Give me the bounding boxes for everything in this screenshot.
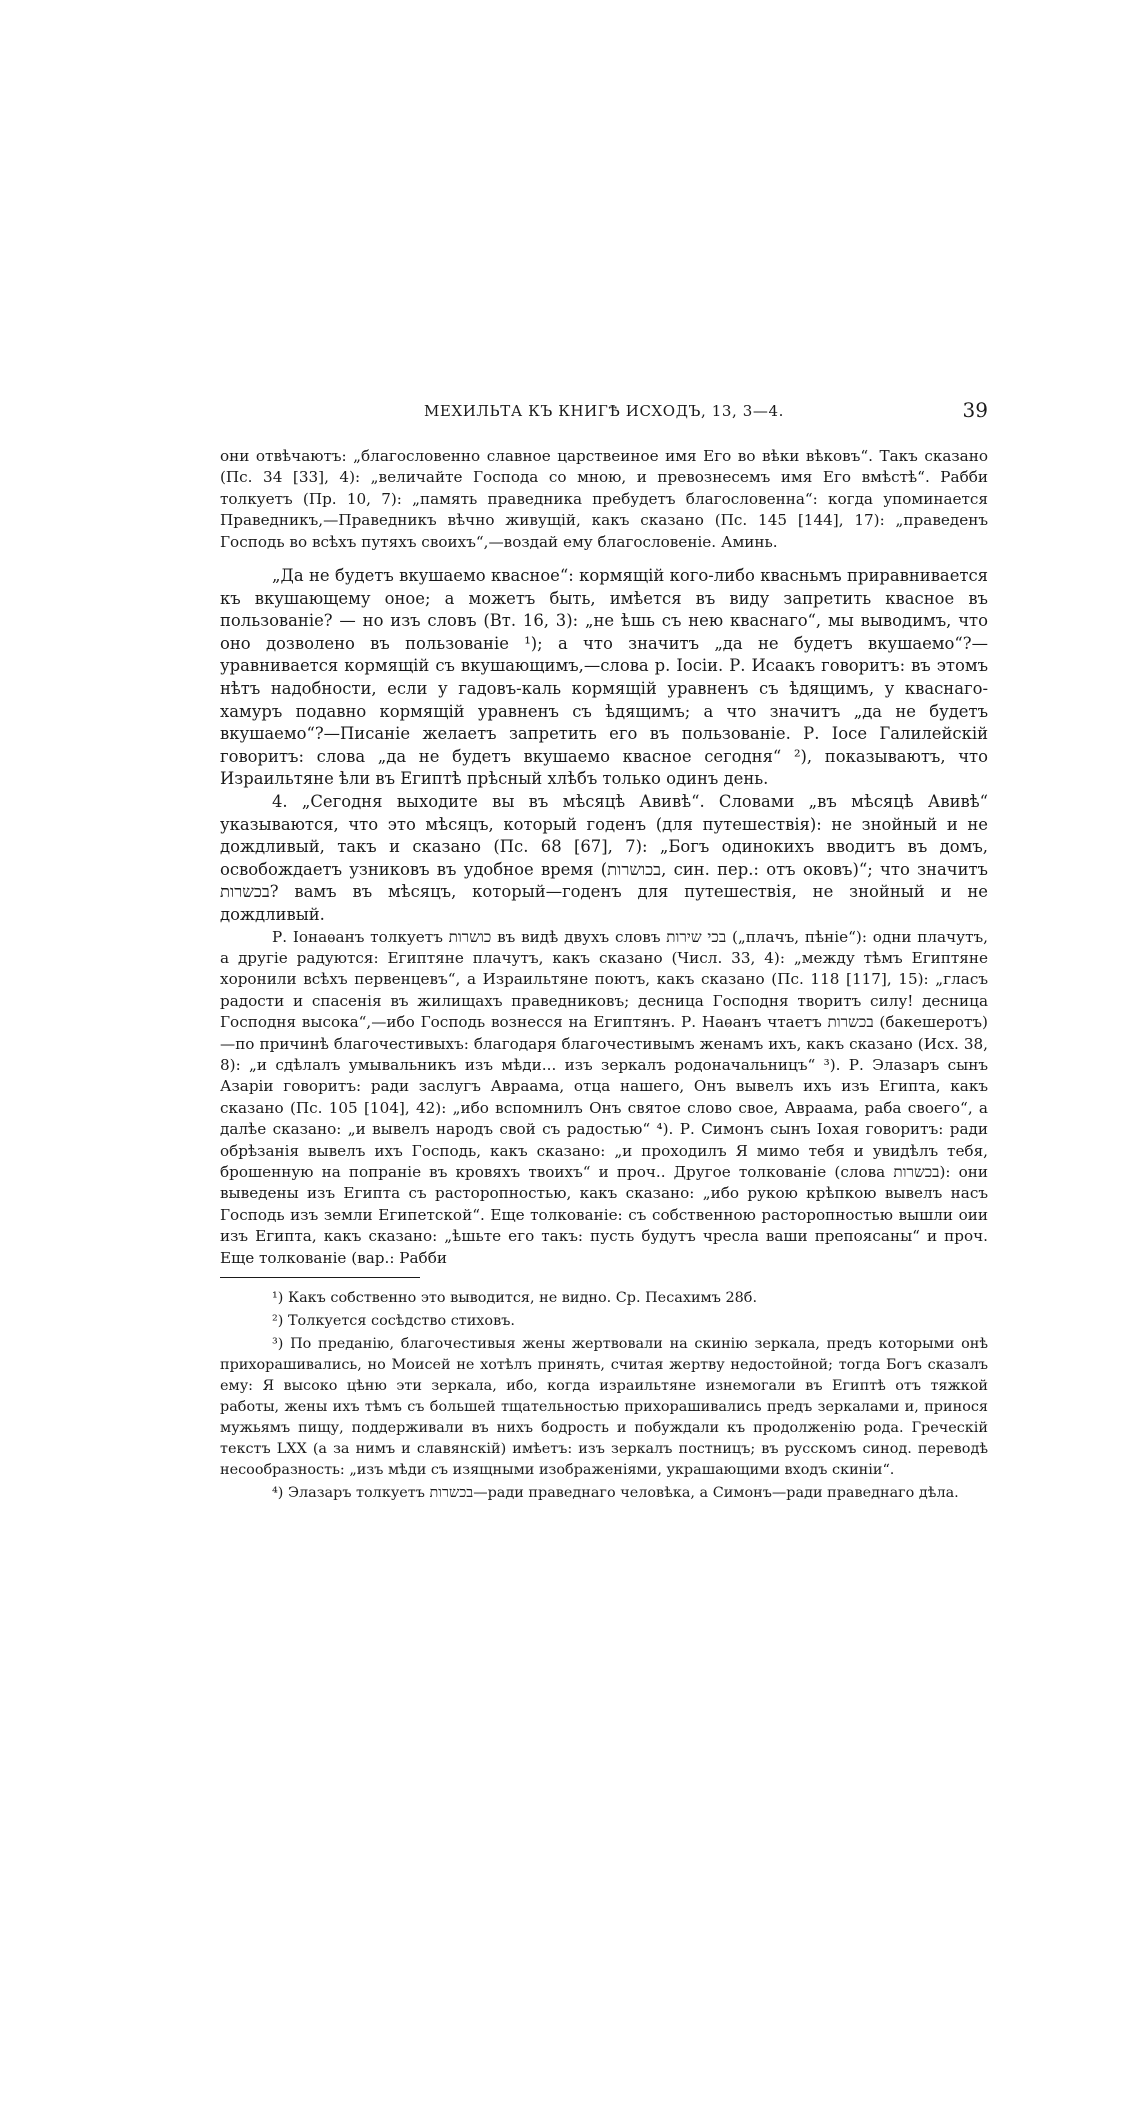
footnote: ³) По преданію, благочестивыя жены жертвовали на скинію зеркала, предъ которыми онѣ прихорашивались, но Моисей не хотѣлъ принять, считая жертву недостойной; тогда Богъ сказалъ ему: Я высоко цѣню эти зеркала, ибо, когда израильтяне изнемогали въ Египтѣ отъ тяжкой работы, жены ихъ тѣмъ съ большей тщательностью прихорашивались предъ зеркалами и, принося мужьямъ пищу, поддерживали въ нихъ бодрость и побуждали къ продолженію рода. Греческій текстъ LXX (а за нимъ и славянскій) имѣетъ: изъ зеркалъ постницъ; въ русскомъ синод. переводѣ несообразность: „изъ мѣди съ изящными изображеніями, украшающими входъ скиніи“.	[220, 1336, 988, 1479]
footnote: ¹) Какъ собственно это выводится, не видно. Ср. Песахимъ 28б.	[272, 1290, 758, 1307]
running-title: МЕХИЛЬТА КЪ КНИГѢ ИСХОДЪ, 13, 3—4.	[423, 402, 785, 420]
page-number: 39	[962, 398, 988, 422]
footnotes	[220, 1288, 988, 1504]
paragraph: 4. „Сегодня выходите вы въ мѣсяцѣ Авивѣ“. Словами „въ мѣсяцѣ Авивѣ“ указываются, что это мѣсяцъ, который годенъ (для путешествія): не знойный и не дождливый, такъ и сказано (Пс. 68 [67], 7): „Богъ одинокихъ вводитъ въ домъ, освобождаетъ узниковъ въ удобное время (בכושרות, син. пер.: отъ оковъ)“; что значитъ בכשרות? вамъ въ мѣсяцъ, который—годенъ для путешествія, не знойный и не дождливый.	[220, 791, 988, 924]
footnote-divider	[220, 1277, 420, 1278]
footnote: ²) Толкуется сосѣдство стиховъ.	[272, 1313, 515, 1330]
document-page	[220, 398, 988, 1504]
paragraph: „Да не будетъ вкушаемо квасное“: кормящій кого-либо квасньмъ приравнивается къ вкушающему оное; а можетъ быть, имѣется въ виду запретить квасное въ пользованіе? — но изъ словъ (Вт. 16, 3): „не ѣшь съ нею кваснаго“, мы выводимъ, что оно дозволено въ пользованіе ¹); а что значитъ „да не будетъ вкушаемо“?—уравнивается кормящій съ вкушающимъ,—слова р. Іосіи. Р. Исаакъ говоритъ: въ этомъ нѣтъ надобности, если у гадовъ-каль кормящій уравненъ съ ѣдящимъ, у кваснаго-хамуръ подавно кормящій уравненъ съ ѣдящимъ; а что значитъ „да не будетъ вкушаемо“?—Писаніе желаетъ запретить его въ пользованіе. Р. Іосе Галилейскій говоритъ: слова „да не будетъ вкушаемо квасное сегодня“ ²), показываютъ, что Израильтяне ѣли въ Египтѣ прѣсный хлѣбъ только одинъ день.	[220, 566, 988, 789]
page-header	[220, 398, 988, 424]
footnote: ⁴) Элазаръ толкуетъ בכשרות—ради праведнаго человѣка, а Симонъ—ради праведнаго дѣла.	[272, 1485, 959, 1502]
paragraph: они отвѣчаютъ: „благословенно славное царствеиное имя Его во вѣки вѣковъ“. Такъ сказано (Пс. 34 [33], 4): „величайте Господа со мною, и превознесемъ имя Его вмѣстѣ“. Рабби толкуетъ (Пр. 10, 7): „память праведника пребудетъ благословенна“: когда упоминается Праведникъ,—Праведникъ вѣчно живущій, какъ сказано (Пс. 145 [144], 17): „праведенъ Господь во всѣхъ путяхъ своихъ“,—воздай ему благословеніе. Аминь.	[220, 447, 988, 551]
main-text	[220, 446, 988, 1269]
paragraph: Р. Іонаѳанъ толкуетъ כושרות въ видѣ двухъ словъ בכי שירות („плачъ, пѣніе“): одни плачутъ, а другіе радуются: Египтяне плачутъ, какъ сказано (Числ. 33, 4): „между тѣмъ Египтяне хоронили всѣхъ первенцевъ“, а Израильтяне поютъ, какъ сказано (Пс. 118 [117], 15): „гласъ радости и спасенія въ жилищахъ праведниковъ; десница Господня творитъ силу! десница Господня высока“,—ибо Господь вознесся на Египтянъ. Р. Наѳанъ чтаетъ בכשרות (бакешеротъ)—по причинѣ благочестивыхъ: благодаря благочестивымъ женамъ ихъ, какъ сказано (Исх. 38, 8): „и сдѣлалъ умывальникъ изъ мѣди... изъ зеркалъ родоначальницъ“ ³). Р. Элазаръ сынъ Азаріи говоритъ: ради заслугъ Авраама, отца нашего, Онъ вывелъ ихъ изъ Египта, какъ сказано (Пс. 105 [104], 42): „ибо вспомнилъ Онъ святое слово свое, Авраама, раба своего“, а далѣе сказано: „и вывелъ народъ свой съ радостью“ ⁴). Р. Симонъ сынъ Іохая говоритъ: ради обрѣзанія вывелъ ихъ Господь, какъ сказано: „и проходилъ Я мимо тебя и увидѣлъ тебя, брошенную на попраніе въ кровяхъ твоихъ“ и проч.. Другое толкованіе (слова בכשרות): они выведены изъ Египта съ расторопностью, какъ сказано: „ибо рукою крѣпкою вывелъ насъ Господь изъ земли Египетской“. Еще толкованіе: съ собственною расторопностью вышли оии изъ Египта, какъ сказано: „ѣшьте его такъ: пусть будутъ чресла ваши препоясаны“ и проч. Еще толкованіе (вар.: Рабби	[220, 927, 988, 1267]
